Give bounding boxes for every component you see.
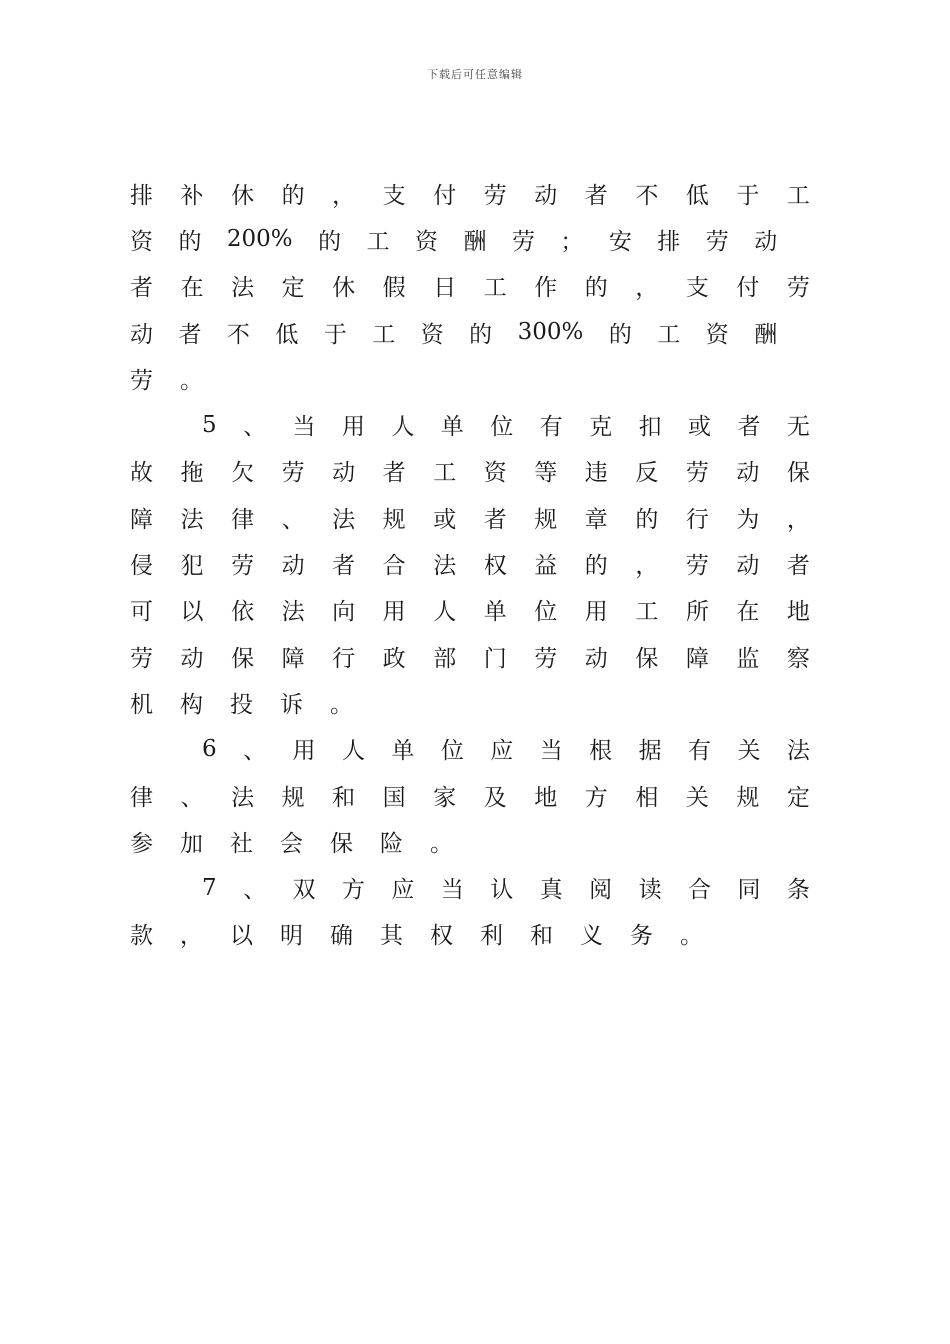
- text-char: 有: [688, 738, 712, 765]
- text-char: 假: [382, 275, 406, 302]
- text-char: 和: [332, 784, 356, 811]
- text-char: 动: [534, 182, 558, 209]
- text-char: 反: [635, 460, 659, 487]
- text-char: 部: [433, 645, 457, 672]
- text-char: 劳: [685, 460, 709, 487]
- text-char: 、: [281, 506, 305, 533]
- text-char: 在: [736, 599, 760, 626]
- text-char: 确: [330, 923, 353, 950]
- text-char: 应: [490, 738, 514, 765]
- text-char: 的: [318, 228, 342, 255]
- text-char: 7: [202, 874, 217, 901]
- text-char: 规: [382, 506, 406, 533]
- text-char: 动: [332, 460, 356, 487]
- text-char: 动: [736, 553, 760, 580]
- text-char: 读: [638, 877, 662, 904]
- text-char: 家: [433, 784, 457, 811]
- text-char: 作: [534, 275, 558, 302]
- text-char: 的: [635, 506, 659, 533]
- text-char: 务: [630, 923, 653, 950]
- text-char: 劳: [705, 228, 729, 255]
- text-char: 保: [231, 645, 255, 672]
- text-char: 资: [483, 460, 507, 487]
- text-char: 不: [226, 321, 250, 348]
- text-char: 者: [130, 275, 153, 302]
- text-char: 动: [584, 645, 608, 672]
- text-char: 付: [736, 275, 760, 302]
- text-line: [130, 216, 810, 262]
- text-char: 规: [736, 784, 760, 811]
- text-char: 于: [323, 321, 347, 348]
- text-char: 用: [292, 738, 316, 765]
- text-char: 者: [483, 506, 507, 533]
- text-char: 劳: [483, 182, 507, 209]
- text-char: 低: [685, 182, 709, 209]
- text-char: 规: [281, 784, 305, 811]
- text-char: 于: [736, 182, 760, 209]
- text-char: 位: [534, 599, 558, 626]
- text-char: 、: [243, 877, 267, 904]
- text-char: 法: [180, 506, 204, 533]
- text-char: 休: [231, 182, 255, 209]
- text-char: 劳: [231, 553, 255, 580]
- text-char: 法: [231, 275, 255, 302]
- text-line: [130, 540, 810, 586]
- text-char: 犯: [180, 553, 204, 580]
- text-char: 方: [341, 877, 365, 904]
- text-char: 用: [382, 599, 406, 626]
- text-char: 工: [433, 460, 457, 487]
- text-char: 者: [584, 182, 608, 209]
- text-char: 律: [130, 784, 153, 811]
- text-char: 加: [180, 830, 203, 857]
- text-char: 。: [330, 691, 353, 718]
- text-char: 的: [178, 228, 202, 255]
- text-char: 不: [635, 182, 659, 209]
- text-char: 等: [534, 460, 558, 487]
- text-char: 。: [680, 923, 703, 950]
- text-char: 可: [130, 599, 153, 626]
- text-char: 和: [530, 923, 553, 950]
- text-char: 据: [638, 738, 662, 765]
- text-char: 应: [391, 877, 415, 904]
- text-char: ，: [635, 275, 659, 302]
- text-char: 合: [382, 553, 406, 580]
- text-char: 劳: [130, 645, 153, 672]
- text-line: [130, 263, 810, 309]
- text-char: 工: [483, 275, 507, 302]
- text-char: 益: [534, 553, 558, 580]
- text-char: 险: [380, 830, 403, 857]
- page-header: 下载后可任意编辑: [427, 68, 523, 81]
- text-char: 向: [332, 599, 356, 626]
- text-char: 人: [433, 599, 457, 626]
- text-line: [130, 170, 810, 216]
- text-char: 同: [737, 877, 761, 904]
- text-char: 扣: [638, 414, 662, 441]
- text-char: 门: [483, 645, 507, 672]
- text-char: 人: [391, 414, 415, 441]
- text-line: [130, 772, 810, 818]
- text-char: 律: [231, 506, 255, 533]
- text-char: 所: [685, 599, 709, 626]
- text-char: 人: [341, 738, 365, 765]
- text-char: 者: [382, 460, 406, 487]
- text-char: 其: [380, 923, 403, 950]
- text-char: 以: [180, 599, 204, 626]
- text-char: 监: [736, 645, 760, 672]
- text-char: 察: [786, 645, 810, 672]
- text-char: 或: [688, 414, 712, 441]
- text-char: 保: [330, 830, 353, 857]
- text-char: 劳: [511, 228, 535, 255]
- text-line: [130, 401, 810, 447]
- text-char: 位: [490, 414, 514, 441]
- text-char: 保: [786, 460, 810, 487]
- text-line: [130, 309, 810, 355]
- text-char: 低: [275, 321, 299, 348]
- text-char: ，: [786, 506, 810, 533]
- text-char: 资: [415, 228, 439, 255]
- text-char: 违: [584, 460, 608, 487]
- text-char: 位: [440, 738, 464, 765]
- text-char: 资: [705, 321, 729, 348]
- text-char: 酬: [754, 321, 778, 348]
- text-char: 行: [332, 645, 356, 672]
- text-char: 的: [608, 321, 632, 348]
- text-char: 克: [589, 414, 613, 441]
- text-char: 单: [483, 599, 507, 626]
- text-char: 动: [180, 645, 204, 672]
- text-char: 劳: [534, 645, 558, 672]
- text-char: 者: [786, 553, 810, 580]
- text-char: 用: [341, 414, 365, 441]
- text-char: 及: [483, 784, 507, 811]
- text-char: ，: [180, 923, 203, 950]
- text-char: 排: [657, 228, 681, 255]
- text-char: 双: [292, 877, 316, 904]
- text-char: 工: [366, 228, 390, 255]
- text-char: 障: [685, 645, 709, 672]
- text-char: 权: [430, 923, 453, 950]
- text-char: 200%: [226, 226, 293, 253]
- text-line: [130, 494, 810, 540]
- text-char: 阅: [589, 877, 613, 904]
- text-char: 合: [688, 877, 712, 904]
- text-char: ；: [560, 228, 584, 255]
- text-char: 法: [231, 784, 255, 811]
- text-char: 投: [230, 691, 253, 718]
- text-char: 以: [230, 923, 253, 950]
- text-char: 劳: [130, 367, 153, 394]
- text-char: 。: [180, 367, 203, 394]
- text-char: 关: [737, 738, 761, 765]
- text-char: 单: [391, 738, 415, 765]
- text-char: 劳: [685, 553, 709, 580]
- text-char: 、: [180, 784, 204, 811]
- text-char: 付: [433, 182, 457, 209]
- text-char: 。: [430, 830, 453, 857]
- text-char: 方: [584, 784, 608, 811]
- text-char: 社: [230, 830, 253, 857]
- text-char: 法: [786, 738, 810, 765]
- text-char: 工: [786, 182, 810, 209]
- text-char: 根: [589, 738, 613, 765]
- text-char: 相: [635, 784, 659, 811]
- text-char: ，: [635, 553, 659, 580]
- text-char: 地: [786, 599, 810, 626]
- text-char: 者: [178, 321, 202, 348]
- text-char: 当: [539, 738, 563, 765]
- text-char: 规: [534, 506, 558, 533]
- text-line: [130, 726, 810, 772]
- text-char: 保: [635, 645, 659, 672]
- text-char: 真: [539, 877, 563, 904]
- text-char: 者: [332, 553, 356, 580]
- text-char: 国: [382, 784, 406, 811]
- text-char: 当: [292, 414, 316, 441]
- text-char: 资: [130, 228, 153, 255]
- text-char: 诉: [280, 691, 303, 718]
- text-char: 安: [608, 228, 632, 255]
- text-char: 补: [180, 182, 204, 209]
- text-char: 、: [243, 414, 267, 441]
- text-char: 定: [281, 275, 305, 302]
- text-char: 5: [202, 411, 217, 438]
- text-char: [803, 319, 810, 345]
- text-char: 法: [281, 599, 305, 626]
- text-char: 行: [685, 506, 709, 533]
- text-line: [130, 587, 810, 633]
- document-body: [130, 170, 810, 957]
- text-char: 动: [736, 460, 760, 487]
- text-char: 关: [685, 784, 709, 811]
- text-char: 休: [332, 275, 356, 302]
- text-char: 排: [130, 182, 153, 209]
- text-line: [130, 355, 810, 401]
- text-char: 义: [580, 923, 603, 950]
- text-char: 者: [737, 414, 761, 441]
- text-char: 工: [657, 321, 681, 348]
- text-line: [130, 633, 810, 679]
- text-char: 工: [635, 599, 659, 626]
- text-line: [130, 911, 810, 957]
- text-char: 动: [281, 553, 305, 580]
- text-char: 工: [372, 321, 396, 348]
- text-char: 有: [539, 414, 563, 441]
- text-char: 地: [534, 784, 558, 811]
- text-char: 侵: [130, 553, 153, 580]
- text-char: 劳: [786, 275, 810, 302]
- text-char: 认: [490, 877, 514, 904]
- text-char: 依: [231, 599, 255, 626]
- text-char: 日: [433, 275, 457, 302]
- text-char: 为: [736, 506, 760, 533]
- text-char: 的: [584, 553, 608, 580]
- text-char: 当: [440, 877, 464, 904]
- text-char: 会: [280, 830, 303, 857]
- text-char: 法: [332, 506, 356, 533]
- text-char: 或: [433, 506, 457, 533]
- text-char: 的: [281, 182, 305, 209]
- text-char: 支: [382, 182, 406, 209]
- text-char: 劳: [281, 460, 305, 487]
- text-char: 参: [130, 830, 153, 857]
- text-char: 单: [440, 414, 464, 441]
- text-char: 6: [202, 735, 217, 762]
- text-char: 故: [130, 460, 153, 487]
- text-char: 动: [754, 228, 778, 255]
- text-char: 权: [483, 553, 507, 580]
- text-char: 的: [469, 321, 493, 348]
- text-char: 、: [243, 738, 267, 765]
- text-char: 定: [786, 784, 810, 811]
- text-char: 政: [382, 645, 406, 672]
- text-line: [130, 448, 810, 494]
- text-char: 支: [685, 275, 709, 302]
- text-char: [803, 226, 810, 252]
- text-char: 利: [480, 923, 503, 950]
- text-char: 动: [130, 321, 153, 348]
- text-char: 款: [130, 923, 153, 950]
- text-line: [130, 818, 810, 864]
- text-line: [130, 864, 810, 910]
- text-char: 的: [584, 275, 608, 302]
- text-char: 构: [180, 691, 203, 718]
- text-char: 条: [786, 877, 810, 904]
- text-char: 资: [420, 321, 444, 348]
- text-char: 欠: [231, 460, 255, 487]
- text-char: 障: [281, 645, 305, 672]
- text-char: 拖: [180, 460, 204, 487]
- text-char: 酬: [463, 228, 487, 255]
- text-char: 障: [130, 506, 153, 533]
- text-char: 明: [280, 923, 303, 950]
- text-char: 用: [584, 599, 608, 626]
- text-char: 在: [180, 275, 204, 302]
- text-char: ，: [332, 182, 356, 209]
- text-char: 法: [433, 553, 457, 580]
- text-line: [130, 679, 810, 725]
- text-char: 机: [130, 691, 153, 718]
- text-char: 章: [584, 506, 608, 533]
- text-char: 无: [786, 414, 810, 441]
- text-char: 300%: [517, 319, 584, 346]
